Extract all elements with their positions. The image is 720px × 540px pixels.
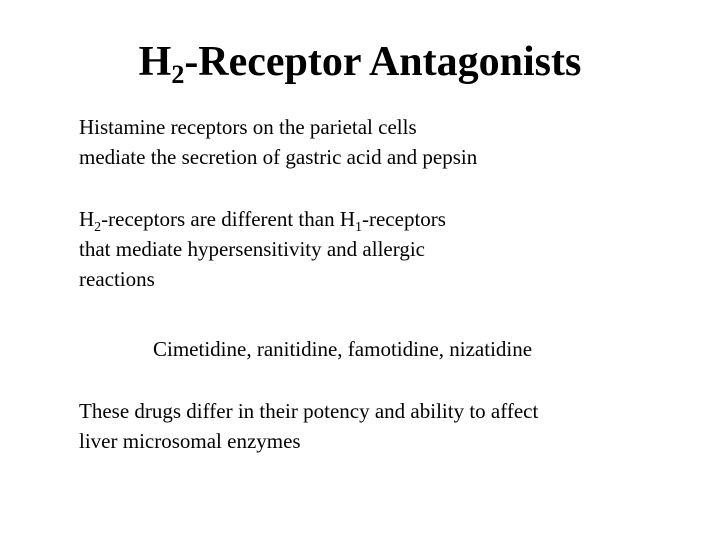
paragraph-line: These drugs differ in their potency and ability to affect — [79, 399, 539, 423]
title-subscript: 2 — [171, 60, 185, 89]
title-suffix: -Receptor Antagonists — [184, 39, 582, 85]
paragraph-histamine-receptors — [79, 112, 477, 172]
title-prefix: H — [138, 39, 172, 85]
paragraph-line: liver microsomal enzymes — [79, 429, 301, 453]
paragraph-line: that mediate hypersensitivity and allergic — [79, 237, 426, 261]
slide-title — [0, 38, 720, 89]
end-text: -receptors — [362, 207, 446, 231]
paragraph-line: reactions — [79, 267, 155, 291]
h-text: H — [79, 207, 95, 231]
subscript-1: 1 — [355, 220, 362, 235]
paragraph-line — [79, 204, 446, 234]
paragraph-drug-differences — [79, 396, 538, 456]
drug-list — [153, 334, 532, 364]
paragraph-h2-vs-h1 — [79, 204, 446, 294]
mid-text: -receptors are different than H — [101, 207, 355, 231]
drug-list-text: Cimetidine, ranitidine, famotidine, nizatidine — [153, 337, 533, 361]
paragraph-line: mediate the secretion of gastric acid and pepsin — [79, 145, 478, 169]
paragraph-line: Histamine receptors on the parietal cells — [79, 115, 417, 139]
subscript-2: 2 — [94, 220, 102, 235]
